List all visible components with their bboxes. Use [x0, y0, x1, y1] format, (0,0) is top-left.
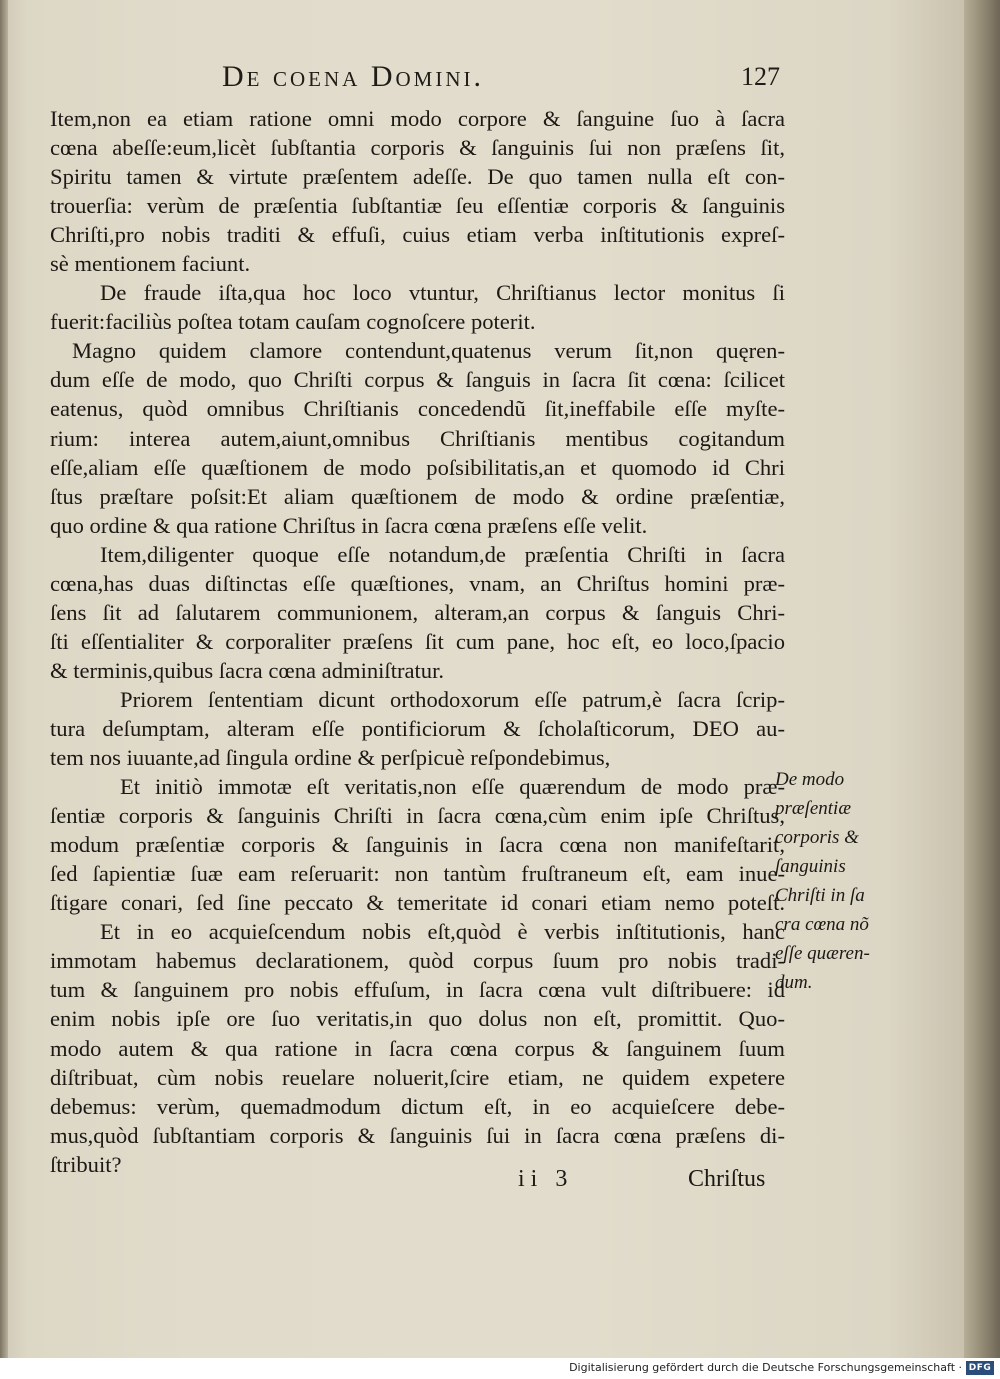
text-line: tura deſumptam, alteram eſſe pontificiorum & ſcholaſticorum, DEO au- — [50, 715, 785, 741]
signature-mark: ii 3 — [518, 1166, 574, 1192]
page-edge — [964, 0, 1000, 1358]
text-line: tem nos iuuante,ad ſingula ordine & perſpicuè reſpondebimus, — [50, 745, 611, 771]
text-line: Et initiò immotæ eſt veritatis,non eſſe quærendum de modo præ- — [120, 774, 785, 800]
page-number: 127 — [741, 62, 780, 91]
text-line: ſentiæ corporis & ſanguinis Chriſti in ſacra cœna,cùm enim ipſe Chriſtus, — [50, 803, 785, 829]
marginal-note-line: ſanguinis — [775, 856, 846, 878]
text-line: ſtribuit? — [50, 1151, 122, 1177]
text-line: eatenus, quòd omnibus Chriſtianis concedendũ ſit,ineffabile eſſe myſte- — [50, 396, 785, 422]
text-line: ſtus præſtare poſsit:Et aliam quæſtionem de modo & ordine præſentiæ, — [50, 483, 785, 509]
text-line: debemus: verùm, quemadmodum dictum eſt, in eo acquieſcere debe- — [50, 1093, 785, 1119]
text-line: rium: interea autem,aiunt,omnibus Chriſtianis mentibus cogitandum — [50, 425, 785, 451]
text-line: fuerit:faciliùs poſtea totam cauſam cognoſcere poterit. — [50, 309, 536, 335]
text-line: tum & ſanguinem pro nobis effuſum, in ſacra cœna vult diſtribuere: id — [50, 977, 785, 1003]
text-line: ſtigare conari, ſed ſine peccato & temeritate id conari etiam nemo poteſt. — [50, 890, 785, 916]
marginal-note — [775, 765, 905, 997]
text-line: ſens ſit ad ſalutarem communionem, alteram,an corpus & ſanguis Chri- — [50, 599, 785, 625]
marginal-note-line: eſſe quæren- — [775, 943, 870, 965]
gutter-shadow — [0, 0, 8, 1358]
text-line: enim nobis ipſe ore ſuo veritatis,in quo dolus non eſt, promittit. Quo- — [50, 1006, 785, 1032]
text-line: modum præſentiæ corporis & ſanguinis in ſacra cœna non manifeſtarit, — [50, 832, 785, 858]
text-line: modo autem & qua ratione in ſacra cœna corpus & ſanguinem ſuum — [50, 1035, 785, 1061]
dfg-logo-icon: DFG — [966, 1361, 994, 1375]
text-line: eſſe,aliam eſſe quæſtionem de modo poſsibilitatis,an et quomodo id Chri — [50, 454, 785, 480]
credit-bar — [0, 1358, 1000, 1379]
text-line: Item,non ea etiam ratione omni modo corpore & ſanguine ſuo à ſacra — [50, 106, 785, 131]
text-line: De fraude iſta,qua hoc loco vtuntur, Chriſtianus lector monitus ſi — [100, 280, 785, 306]
text-line: sè mentionem faciunt. — [50, 251, 251, 277]
text-line: cœna,has duas diſtinctas eſſe quæſtiones, vnam, an Chriſtus homini præ- — [50, 570, 785, 596]
marginal-note-line: præſentiæ — [775, 798, 852, 820]
text-line: Spiritu tamen & virtute præſentem adeſſe. De quo tamen nulla eſt con- — [50, 164, 785, 190]
text-line: Item,diligenter quoque eſſe notandum,de præſentia Chriſti in ſacra — [100, 541, 785, 567]
text-line: Magno quidem clamore contendunt,quatenus verum ſit,non quęren- — [72, 338, 785, 364]
marginal-note-line: cra cœna nõ — [775, 914, 869, 936]
text-line: mus,quòd ſubſtantiam corporis & ſanguinis ſui in ſacra cœna præſens di- — [50, 1122, 785, 1148]
marginal-note-line: corporis & — [775, 827, 859, 849]
catchword: Chriſtus — [688, 1166, 766, 1192]
running-head — [200, 60, 780, 100]
text-line: ſed ſapientiæ ſuæ eam reſeruarit: non tantùm fruſtraneum eſt, eam inue- — [50, 861, 785, 887]
text-line: Priorem ſententiam dicunt orthodoxorum eſſe patrum,è ſacra ſcrip- — [120, 686, 785, 712]
marginal-note-line: Chriſti in ſa — [775, 885, 865, 907]
body-text — [50, 104, 785, 1179]
text-line: cœna abeſſe:eum,licèt ſubſtantia corporis & ſanguinis ſui non præſens ſit, — [50, 135, 785, 161]
text-line: dum eſſe de modo, quo Chriſti corpus & ſanguis in ſacra ſit cœna: ſcilicet — [50, 367, 785, 393]
running-head-title: De coena Domini. — [222, 60, 484, 93]
marginal-note-line: dum. — [775, 972, 813, 994]
text-line: trouerſia: verùm de præſentia ſubſtantiæ ſeu eſſentiæ corporis & ſanguinis — [50, 193, 785, 219]
marginal-note-line: De modo — [775, 769, 845, 790]
text-line: ſti eſſentialiter & corporaliter præſens ſit cum pane, hoc eſt, eo loco,ſpacio — [50, 628, 785, 654]
text-line: Chriſti,pro nobis traditi & effuſi, cuius etiam verba inſtitutionis expreſ- — [50, 222, 785, 248]
text-line: diſtribuat, cùm nobis reuelare noluerit,ſcire etiam, ne quidem expetere — [50, 1064, 785, 1090]
credit-text: Digitalisierung gefördert durch die Deutsche Forschungsgemeinschaft · — [569, 1361, 962, 1374]
text-line: Et in eo acquieſcendum nobis eſt,quòd è verbis inſtitutionis, hanc — [100, 919, 785, 945]
text-line: & terminis,quibus ſacra cœna adminiſtratur. — [50, 657, 445, 683]
text-line: quo ordine & qua ratione Chriſtus in ſacra cœna præſens eſſe velit. — [50, 512, 648, 538]
text-line: immotam habemus declarationem, quòd corpus ſuum pro nobis tradi- — [50, 948, 785, 974]
